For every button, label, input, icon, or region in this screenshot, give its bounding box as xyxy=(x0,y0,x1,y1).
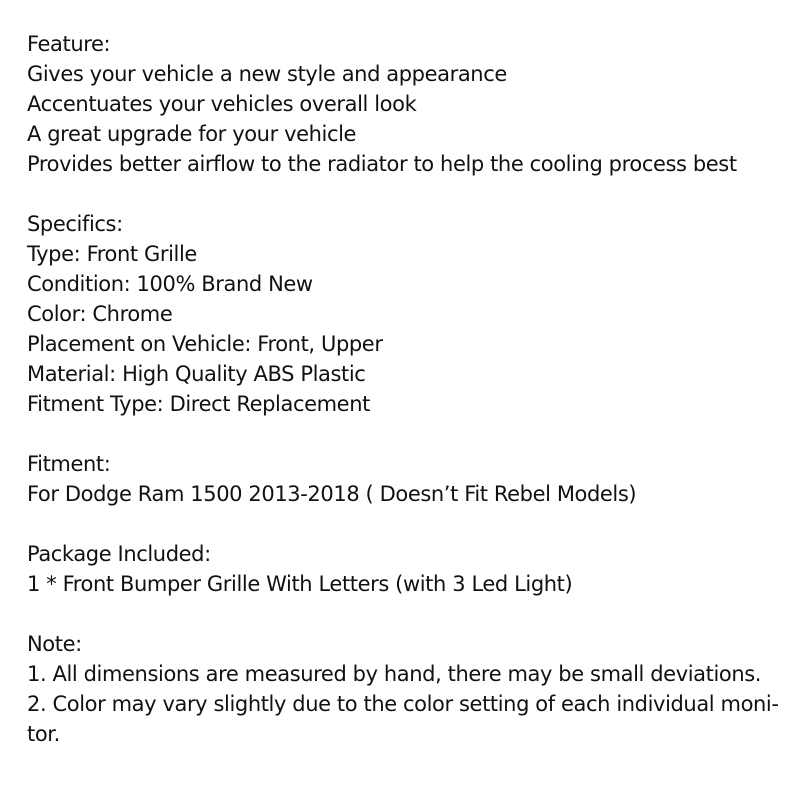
note-heading: Note: xyxy=(27,632,82,656)
feature-line: Gives your vehicle a new style and appearance xyxy=(27,62,507,86)
note-section xyxy=(27,629,787,749)
note-line: 1. All dimensions are measured by hand, there may be small deviations. xyxy=(27,662,762,686)
specifics-section xyxy=(27,209,787,419)
fitment-line: For Dodge Ram 1500 2013-2018 ( Doesn’t Fit Rebel Models) xyxy=(27,482,637,506)
spec-color: Color: Chrome xyxy=(27,302,173,326)
note-line: tor. xyxy=(27,722,60,746)
package-line: 1 * Front Bumper Grille With Letters (with 3 Led Light) xyxy=(27,572,573,596)
feature-line: Accentuates your vehicles overall look xyxy=(27,92,417,116)
feature-heading: Feature: xyxy=(27,32,111,56)
fitment-section xyxy=(27,449,787,509)
feature-line: A great upgrade for your vehicle xyxy=(27,122,357,146)
note-line: 2. Color may vary slightly due to the color setting of each individual moni- xyxy=(27,692,779,716)
feature-section xyxy=(27,29,787,179)
spec-type: Type: Front Grille xyxy=(27,242,197,266)
spec-placement: Placement on Vehicle: Front, Upper xyxy=(27,332,383,356)
product-description xyxy=(27,29,787,779)
spec-condition: Condition: 100% Brand New xyxy=(27,272,313,296)
spec-material: Material: High Quality ABS Plastic xyxy=(27,362,366,386)
package-heading: Package Included: xyxy=(27,542,211,566)
specifics-heading: Specifics: xyxy=(27,212,123,236)
package-section xyxy=(27,539,787,599)
spec-fitment-type: Fitment Type: Direct Replacement xyxy=(27,392,370,416)
feature-line: Provides better airflow to the radiator to help the cooling process best xyxy=(27,152,737,176)
fitment-heading: Fitment: xyxy=(27,452,111,476)
